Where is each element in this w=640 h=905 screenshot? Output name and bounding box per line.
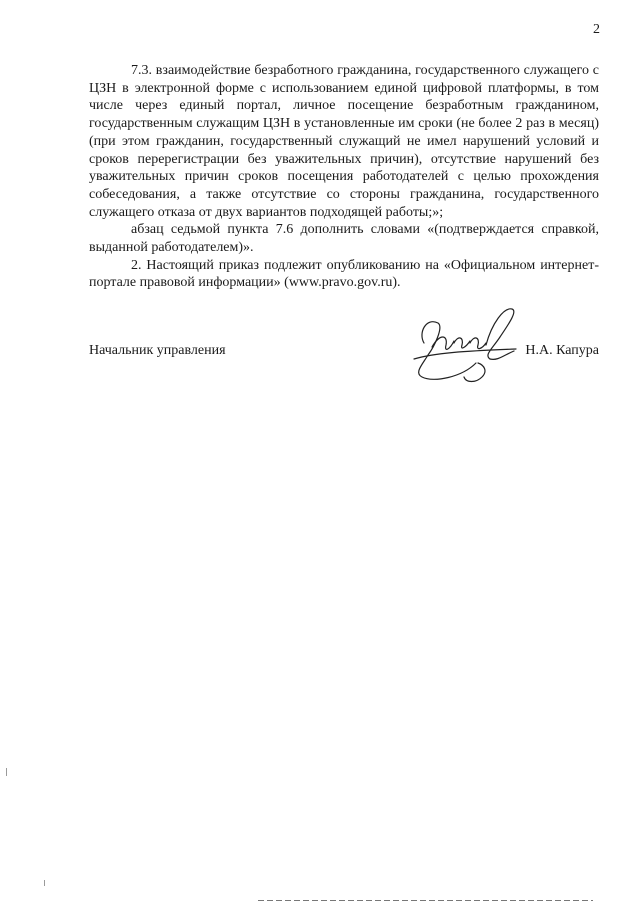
- paragraph-publication: 2. Настоящий приказ подлежит опубликованию на «Официальном интернет-портале правовой информации» (www.pravo.gov.ru).: [89, 257, 599, 291]
- signer-name: Н.А. Капура: [525, 343, 599, 358]
- document-body: [89, 62, 599, 292]
- paragraph-amendment-7-6: абзац седьмой пункта 7.6 дополнить словами «(подтверждается справкой, выданной работодателем)».: [89, 222, 599, 256]
- page-number: 2: [593, 22, 600, 37]
- signature-block: [89, 343, 599, 403]
- scan-artifact-footer-line: [258, 900, 593, 901]
- scan-artifact-left: [6, 768, 7, 776]
- handwritten-signature: [404, 303, 524, 393]
- paragraph-clause-7-3: 7.3. взаимодействие безработного гражданина, государственного служащего с ЦЗН в электронной форме с использованием единой цифровой платформы, в том числе через единый портал, личное посещение безработным гражданином, государственным служащим ЦЗН в установленные им сроки (не более 2 раз в месяц) (при этом гражданин, государственный служащий не имел нарушений условий и сроков перерегистрации без уважительных причин), отсутствие нарушений без уважительных причин сроков посещения работодателей с целью прохождения собеседования, а также отсутствие со стороны гражданина, государственного служащего отказа от двух вариантов подходящей работы;»;: [89, 63, 599, 220]
- signer-position: Начальник управления: [89, 343, 226, 358]
- scan-artifact-bottom-left: [44, 880, 45, 886]
